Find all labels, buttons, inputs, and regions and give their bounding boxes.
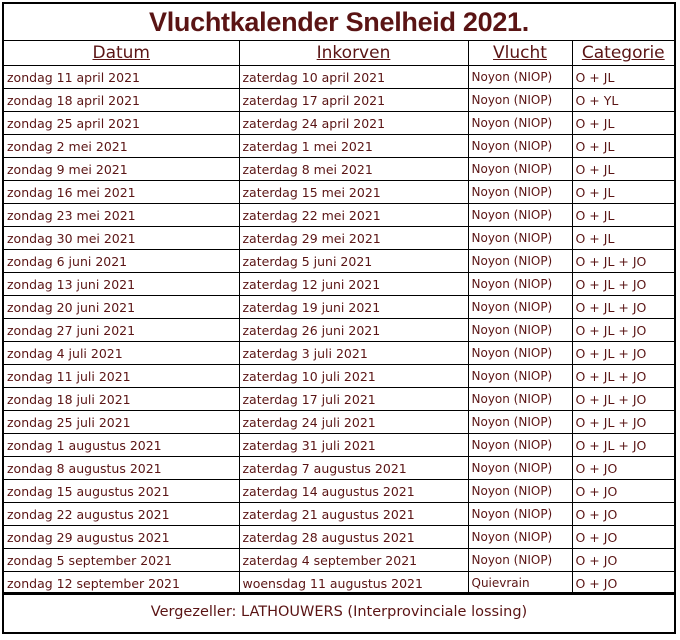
date-cell: zondag 11 juli 2021: [4, 365, 239, 388]
table-row: [4, 549, 674, 572]
flight-cell: Noyon (NIOP): [468, 250, 572, 273]
category-cell: O + JL: [572, 204, 674, 227]
category-cell: O + JL: [572, 135, 674, 158]
category-cell: O + YL: [572, 89, 674, 112]
flight-cell: Noyon (NIOP): [468, 273, 572, 296]
flight-cell: Noyon (NIOP): [468, 480, 572, 503]
date-cell: zondag 27 juni 2021: [4, 319, 239, 342]
basketing-cell: zaterdag 17 april 2021: [239, 89, 468, 112]
category-cell: O + JL + JO: [572, 319, 674, 342]
table-row: [4, 457, 674, 480]
category-cell: O + JL + JO: [572, 434, 674, 457]
table-row: [4, 319, 674, 342]
date-cell: zondag 4 juli 2021: [4, 342, 239, 365]
column-header-categorie: Categorie: [572, 41, 674, 66]
date-cell: zondag 29 augustus 2021: [4, 526, 239, 549]
flight-cell: Noyon (NIOP): [468, 89, 572, 112]
category-cell: O + JL: [572, 112, 674, 135]
flight-cell: Noyon (NIOP): [468, 457, 572, 480]
basketing-cell: zaterdag 19 juni 2021: [239, 296, 468, 319]
date-cell: zondag 23 mei 2021: [4, 204, 239, 227]
date-cell: zondag 25 juli 2021: [4, 411, 239, 434]
flight-cell: Quievrain: [468, 572, 572, 595]
category-cell: O + JL + JO: [572, 296, 674, 319]
flight-cell: Noyon (NIOP): [468, 204, 572, 227]
date-cell: zondag 5 september 2021: [4, 549, 239, 572]
basketing-cell: zaterdag 31 juli 2021: [239, 434, 468, 457]
date-cell: zondag 13 juni 2021: [4, 273, 239, 296]
table-row: [4, 296, 674, 319]
table-row: [4, 503, 674, 526]
table-row: [4, 526, 674, 549]
flight-cell: Noyon (NIOP): [468, 434, 572, 457]
date-cell: zondag 25 april 2021: [4, 112, 239, 135]
footer-note: Vergezeller: LATHOUWERS (Interprovinciale lossing): [4, 592, 674, 632]
date-cell: zondag 18 juli 2021: [4, 388, 239, 411]
table-row: [4, 342, 674, 365]
category-cell: O + JL: [572, 181, 674, 204]
table-row: [4, 66, 674, 89]
date-cell: zondag 9 mei 2021: [4, 158, 239, 181]
table-row: [4, 181, 674, 204]
category-cell: O + JL + JO: [572, 388, 674, 411]
table-row: [4, 250, 674, 273]
category-cell: O + JL + JO: [572, 250, 674, 273]
calendar-table: [4, 41, 674, 595]
category-cell: O + JO: [572, 503, 674, 526]
flight-calendar-sheet: [2, 2, 676, 634]
basketing-cell: zaterdag 5 juni 2021: [239, 250, 468, 273]
date-cell: zondag 15 augustus 2021: [4, 480, 239, 503]
date-cell: zondag 2 mei 2021: [4, 135, 239, 158]
basketing-cell: zaterdag 14 augustus 2021: [239, 480, 468, 503]
flight-cell: Noyon (NIOP): [468, 526, 572, 549]
basketing-cell: zaterdag 8 mei 2021: [239, 158, 468, 181]
table-row: [4, 411, 674, 434]
category-cell: O + JL + JO: [572, 342, 674, 365]
flight-cell: Noyon (NIOP): [468, 365, 572, 388]
category-cell: O + JL: [572, 66, 674, 89]
date-cell: zondag 20 juni 2021: [4, 296, 239, 319]
table-row: [4, 480, 674, 503]
table-row: [4, 204, 674, 227]
column-header-datum: Datum: [4, 41, 239, 66]
basketing-cell: zaterdag 22 mei 2021: [239, 204, 468, 227]
table-row: [4, 158, 674, 181]
basketing-cell: zaterdag 26 juni 2021: [239, 319, 468, 342]
table-row: [4, 365, 674, 388]
flight-cell: Noyon (NIOP): [468, 181, 572, 204]
table-header-row: [4, 41, 674, 66]
flight-cell: Noyon (NIOP): [468, 342, 572, 365]
date-cell: zondag 8 augustus 2021: [4, 457, 239, 480]
page-title: Vluchtkalender Snelheid 2021.: [4, 4, 674, 41]
basketing-cell: zaterdag 7 augustus 2021: [239, 457, 468, 480]
table-row: [4, 273, 674, 296]
basketing-cell: zaterdag 28 augustus 2021: [239, 526, 468, 549]
flight-cell: Noyon (NIOP): [468, 503, 572, 526]
basketing-cell: woensdag 11 augustus 2021: [239, 572, 468, 595]
basketing-cell: zaterdag 15 mei 2021: [239, 181, 468, 204]
basketing-cell: zaterdag 10 april 2021: [239, 66, 468, 89]
table-row: [4, 89, 674, 112]
date-cell: zondag 11 april 2021: [4, 66, 239, 89]
category-cell: O + JO: [572, 526, 674, 549]
flight-cell: Noyon (NIOP): [468, 411, 572, 434]
flight-cell: Noyon (NIOP): [468, 66, 572, 89]
flight-cell: Noyon (NIOP): [468, 549, 572, 572]
table-body: [4, 66, 674, 595]
basketing-cell: zaterdag 3 juli 2021: [239, 342, 468, 365]
flight-cell: Noyon (NIOP): [468, 135, 572, 158]
date-cell: zondag 6 juni 2021: [4, 250, 239, 273]
table-row: [4, 434, 674, 457]
category-cell: O + JL + JO: [572, 273, 674, 296]
column-header-vlucht: Vlucht: [468, 41, 572, 66]
basketing-cell: zaterdag 1 mei 2021: [239, 135, 468, 158]
category-cell: O + JO: [572, 480, 674, 503]
category-cell: O + JO: [572, 457, 674, 480]
column-header-inkorven: Inkorven: [239, 41, 468, 66]
basketing-cell: zaterdag 10 juli 2021: [239, 365, 468, 388]
flight-cell: Noyon (NIOP): [468, 319, 572, 342]
table-row: [4, 227, 674, 250]
basketing-cell: zaterdag 12 juni 2021: [239, 273, 468, 296]
flight-cell: Noyon (NIOP): [468, 227, 572, 250]
basketing-cell: zaterdag 24 april 2021: [239, 112, 468, 135]
date-cell: zondag 1 augustus 2021: [4, 434, 239, 457]
date-cell: zondag 12 september 2021: [4, 572, 239, 595]
flight-cell: Noyon (NIOP): [468, 296, 572, 319]
flight-cell: Noyon (NIOP): [468, 388, 572, 411]
flight-cell: Noyon (NIOP): [468, 112, 572, 135]
category-cell: O + JL + JO: [572, 411, 674, 434]
category-cell: O + JL + JO: [572, 365, 674, 388]
flight-cell: Noyon (NIOP): [468, 158, 572, 181]
date-cell: zondag 30 mei 2021: [4, 227, 239, 250]
category-cell: O + JL: [572, 227, 674, 250]
table-row: [4, 135, 674, 158]
basketing-cell: zaterdag 21 augustus 2021: [239, 503, 468, 526]
category-cell: O + JO: [572, 549, 674, 572]
category-cell: O + JO: [572, 572, 674, 595]
basketing-cell: zaterdag 17 juli 2021: [239, 388, 468, 411]
basketing-cell: zaterdag 4 september 2021: [239, 549, 468, 572]
table-row: [4, 388, 674, 411]
basketing-cell: zaterdag 29 mei 2021: [239, 227, 468, 250]
category-cell: O + JL: [572, 158, 674, 181]
basketing-cell: zaterdag 24 juli 2021: [239, 411, 468, 434]
date-cell: zondag 16 mei 2021: [4, 181, 239, 204]
table-row: [4, 112, 674, 135]
date-cell: zondag 18 april 2021: [4, 89, 239, 112]
date-cell: zondag 22 augustus 2021: [4, 503, 239, 526]
